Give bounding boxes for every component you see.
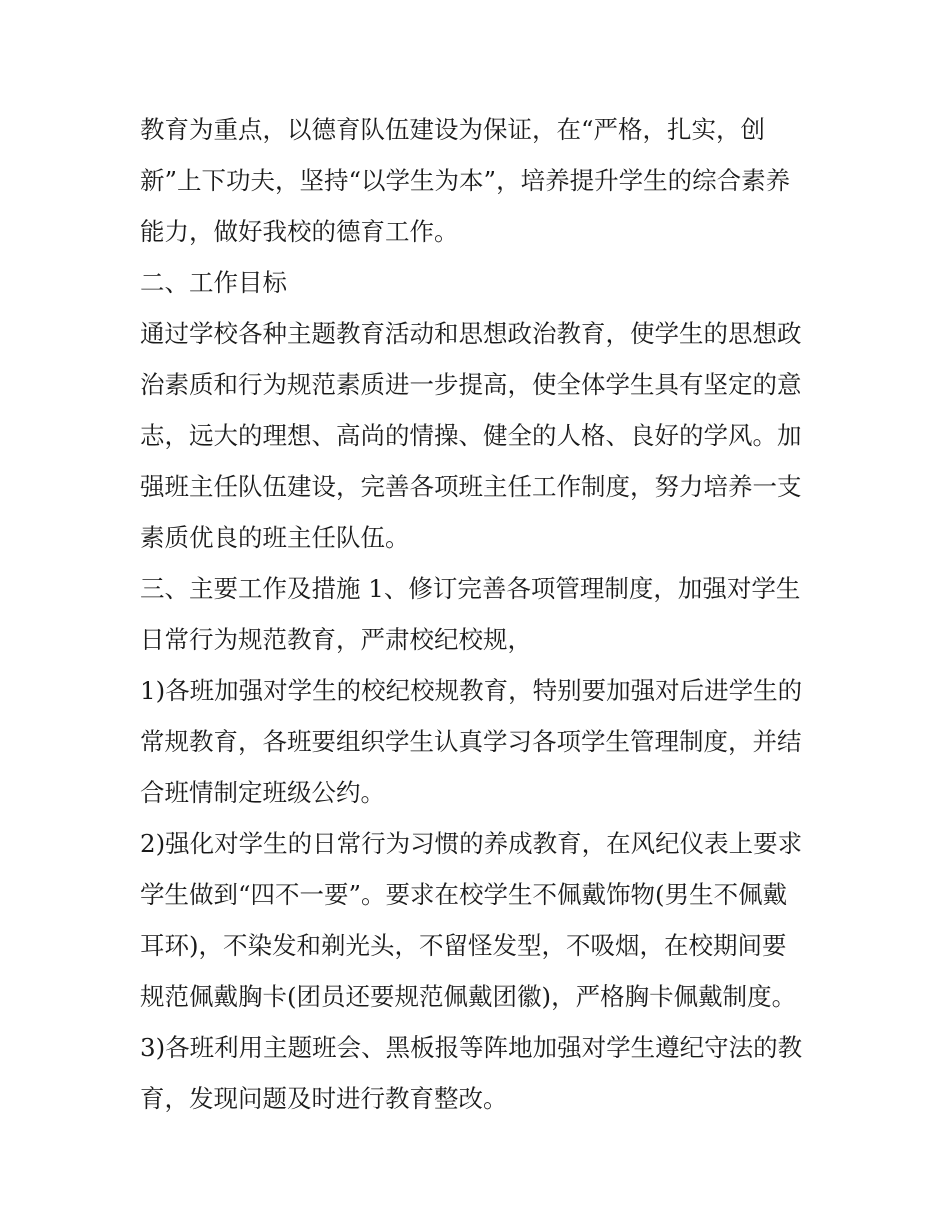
paragraph-item-1: 1)各班加强对学生的校纪校规教育，特别要加强对后进学生的 常规教育，各班要组织学生认真学习各项学生管理制度，并结 合班情制定班级公约。 — [140, 676, 803, 807]
heading-main-work-measures: 三、主要工作及措施 1、修订完善各项管理制度，加强对学生 日常行为规范教育，严肃校纪校规， — [140, 574, 801, 654]
document-body — [140, 104, 820, 1124]
paragraph-item-2: 2)强化对学生的日常行为习惯的养成教育，在风纪仪表上要求 学生做到“四不一要”。要求在校学生不佩戴饰物(男生不佩戴 耳环)，不染发和剃光头，不留怪发型，不吸烟，在校期间要 规范佩戴胸卡(团员还要规范佩戴团徽)，严格胸卡佩戴制度。 — [140, 829, 803, 1011]
paragraph-item-3: 3)各班利用主题班会、黑板报等阵地加强对学生遵纪守法的教 育，发现问题及时进行教育整改。 — [140, 1033, 803, 1113]
paragraph-work-goals: 通过学校各种主题教育活动和思想政治教育，使学生的思想政 治素质和行为规范素质进一步提高，使全体学生具有坚定的意 志，远大的理想、高尚的情操、健全的人格、良好的学风。加 强班主任队伍建设，完善各项班主任工作制度，努力培养一支 素质优良的班主任队伍。 — [140, 319, 802, 552]
paragraph-moral-education-focus: 教育为重点，以德育队伍建设为保证，在“严格，扎实，创 新”上下功夫，坚持“以学生为本”，培养提升学生的综合素养 能力，做好我校的德育工作。 — [140, 115, 791, 246]
heading-work-goals: 二、工作目标 — [140, 268, 287, 297]
